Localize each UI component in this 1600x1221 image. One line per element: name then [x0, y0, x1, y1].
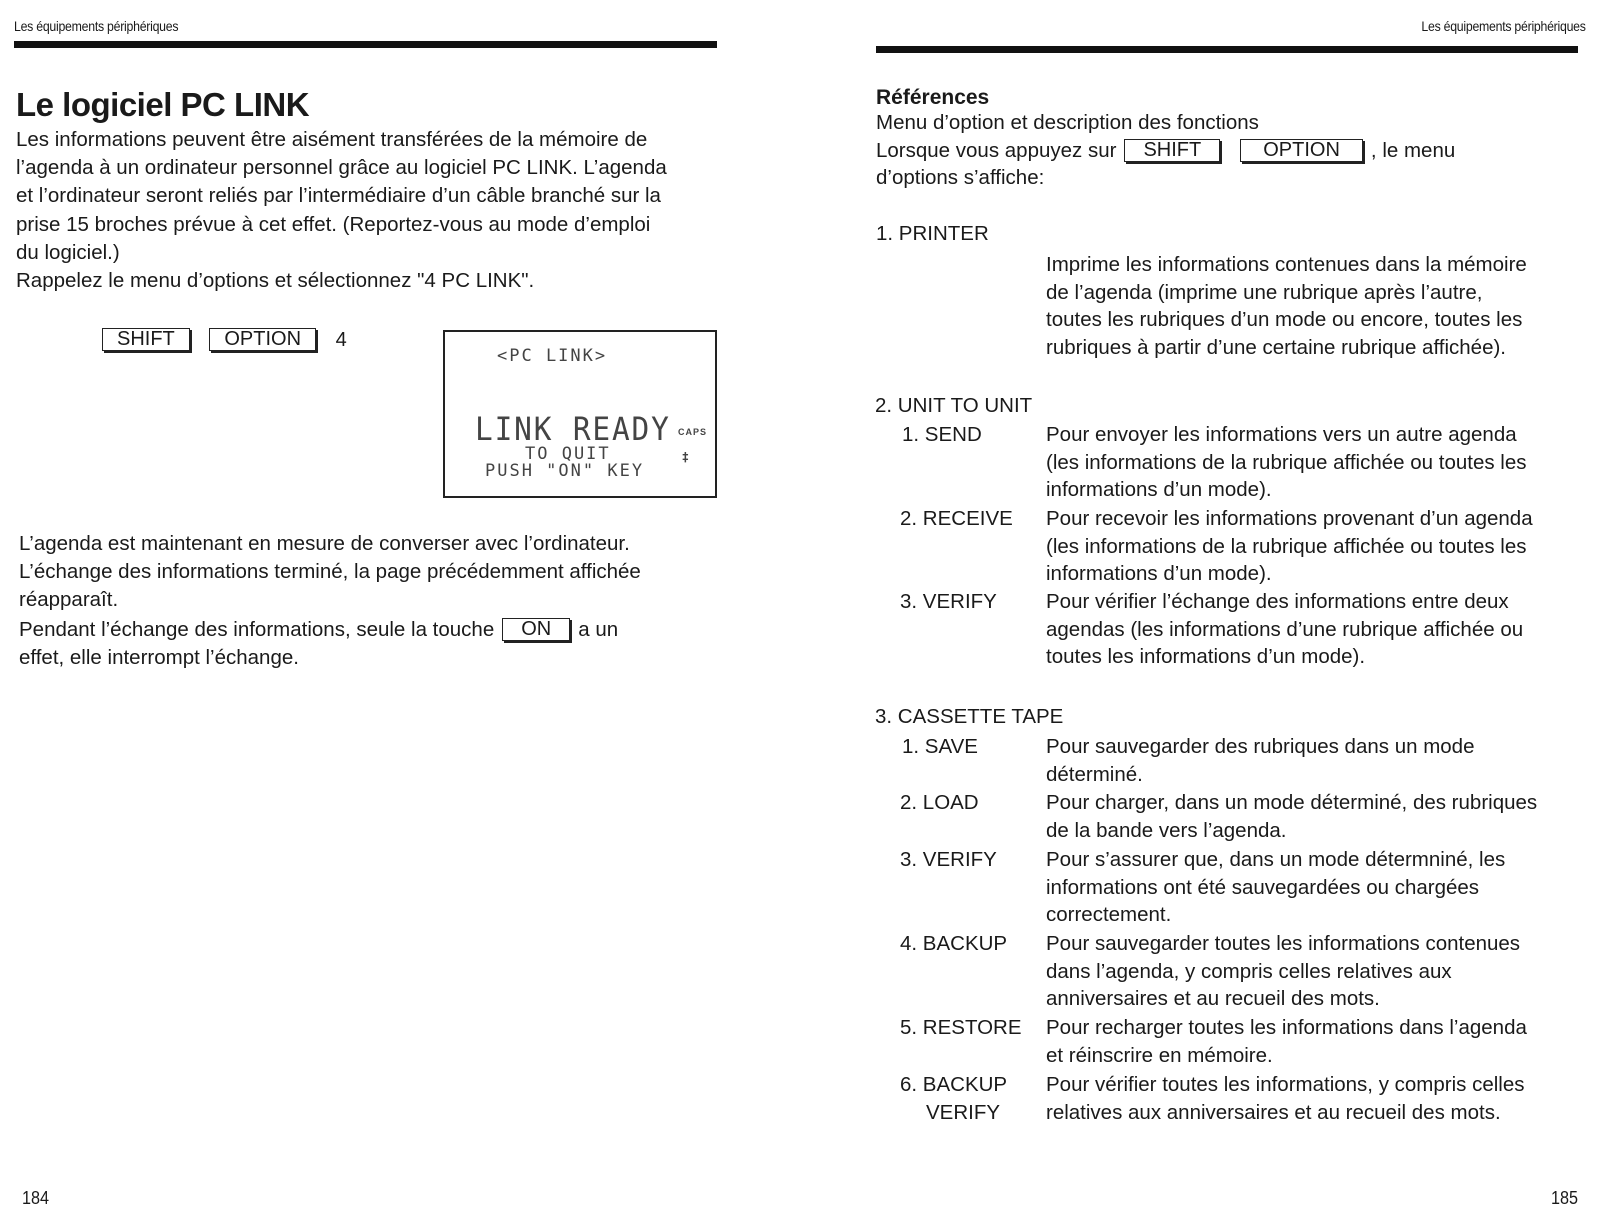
- references-heading: Références: [876, 86, 990, 109]
- lcd-display: [443, 330, 717, 498]
- desc-line: correctement.: [1046, 903, 1172, 927]
- desc-line: Pour sauvegarder des rubriques dans un mode: [1046, 735, 1475, 758]
- desc-line: déterminé.: [1046, 762, 1143, 786]
- item-tape-verify-label: 3. VERIFY: [900, 848, 997, 871]
- item-backup-label: 4. BACKUP: [900, 932, 1008, 955]
- item-save-desc: [1046, 733, 1576, 788]
- desc-line: informations d’un mode).: [1046, 478, 1272, 502]
- item-restore-label: 5. RESTORE: [900, 1016, 1022, 1039]
- desc-line: Pour recevoir les informations provenant d’un agenda: [1046, 507, 1533, 530]
- on-key-line: [19, 616, 641, 644]
- desc-line: Imprime les informations contenues dans la mémoire: [1046, 253, 1527, 276]
- lcd-line-3: TO QUIT: [525, 444, 611, 464]
- item-label-line: 6. BACKUP: [900, 1073, 1008, 1096]
- desc-line: toutes les informations d’un mode).: [1046, 645, 1366, 669]
- last-line: effet, elle interrompt l’échange.: [19, 645, 299, 669]
- press-line-2: d’options s’affiche:: [876, 166, 1045, 189]
- item-send-label: 1. SEND: [902, 423, 982, 446]
- option-key: OPTION: [209, 328, 316, 351]
- shift-key-right: SHIFT: [1124, 139, 1220, 162]
- lcd-line-4: PUSH "ON" KEY: [485, 461, 645, 481]
- desc-line: Pour charger, dans un mode déterminé, des rubriques: [1046, 791, 1538, 814]
- page-number-right: 185: [1550, 1188, 1578, 1208]
- item-restore-desc: [1046, 1014, 1576, 1069]
- section-cassette-tape-label: 3. CASSETTE TAPE: [875, 705, 1064, 728]
- header-rule-left: [14, 41, 717, 48]
- item-receive-label: 2. RECEIVE: [900, 507, 1013, 530]
- intro-line: Les informations peuvent être aisément transférées de la mémoire de: [16, 128, 648, 151]
- lcd-line-1: <PC LINK>: [497, 346, 608, 366]
- desc-line: (les informations de la rubrique affichée ou toutes les: [1046, 534, 1527, 558]
- key-sequence: [102, 328, 347, 352]
- desc-line: relatives aux anniversaires et au recueil des mots.: [1046, 1100, 1501, 1124]
- desc-line: Pour vérifier toutes les informations, y compris celles: [1046, 1073, 1525, 1096]
- item-save-label: 1. SAVE: [902, 735, 978, 758]
- press-line-after: , le menu: [1370, 139, 1456, 162]
- section-unit-to-unit-label: 2. UNIT TO UNIT: [875, 394, 1033, 417]
- page-number-left: 184: [22, 1188, 50, 1208]
- desc-line: anniversaires et au recueil des mots.: [1046, 987, 1380, 1011]
- desc-line: et réinscrire en mémoire.: [1046, 1043, 1273, 1067]
- item-backup-verify-label: [900, 1071, 1007, 1126]
- after-line: réapparaît.: [19, 588, 119, 612]
- item-receive-desc: [1046, 505, 1576, 588]
- desc-line: Pour vérifier l’échange des informations entre deux: [1046, 590, 1509, 613]
- intro-line: du logiciel.): [16, 240, 120, 264]
- running-header-left: Les équipements périphériques: [14, 18, 179, 34]
- desc-line: rubriques à partir d’une certaine rubrique affichée).: [1046, 335, 1506, 359]
- intro-paragraph: [16, 126, 667, 295]
- desc-line: Pour recharger toutes les informations dans l’agenda: [1046, 1016, 1527, 1039]
- page-title: Le logiciel PC LINK: [16, 86, 310, 123]
- lcd-mark-indicator: ‡: [681, 450, 689, 464]
- desc-line: toutes les rubriques d’un mode ou encore, toutes les: [1046, 308, 1523, 332]
- lcd-caps-indicator: CAPS: [677, 427, 707, 437]
- desc-line: Pour s’assurer que, dans un mode détermniné, les: [1046, 848, 1506, 871]
- after-line: L’échange des informations terminé, la page précédemment affichée: [19, 560, 641, 584]
- lcd-line-2: LINK READY: [475, 410, 671, 448]
- item-send-desc: [1046, 421, 1576, 504]
- desc-line: informations ont été sauvegardées ou chargées: [1046, 875, 1480, 899]
- item-backup-desc: [1046, 930, 1576, 1013]
- on-line-before: Pendant l’échange des informations, seule la touche: [19, 617, 495, 641]
- item-tape-verify-desc: [1046, 846, 1576, 929]
- after-paragraph: [19, 530, 641, 672]
- item-load-desc: [1046, 789, 1576, 844]
- item-backup-verify-desc: [1046, 1071, 1576, 1126]
- item-verify-desc: [1046, 588, 1576, 671]
- section-printer-label: 1. PRINTER: [876, 222, 989, 245]
- intro-line: prise 15 broches prévue à cet effet. (Reportez-vous au mode d’emploi: [16, 212, 651, 236]
- desc-line: (les informations de la rubrique affichée ou toutes les: [1046, 450, 1527, 474]
- option-key-right: OPTION: [1240, 139, 1363, 162]
- on-key: ON: [502, 618, 570, 641]
- on-line-after: a un: [578, 617, 619, 641]
- item-verify-label: 3. VERIFY: [900, 590, 997, 613]
- references-subheading: Menu d’option et description des fonctions: [876, 111, 1259, 134]
- desc-line: agendas (les informations d’une rubrique affichée ou: [1046, 617, 1524, 641]
- after-line: L’agenda est maintenant en mesure de converser avec l’ordinateur.: [19, 532, 630, 555]
- running-header-right: Les équipements périphériques: [1421, 18, 1586, 34]
- desc-line: Pour sauvegarder toutes les informations contenues: [1046, 932, 1521, 955]
- desc-line: Pour envoyer les informations vers un autre agenda: [1046, 423, 1517, 446]
- desc-line: informations d’un mode).: [1046, 562, 1272, 586]
- press-line: [876, 137, 1455, 165]
- desc-line: dans l’agenda, y compris celles relatives aux: [1046, 959, 1452, 983]
- item-label-line: VERIFY: [926, 1100, 1001, 1124]
- press-line-before: Lorsque vous appuyez sur: [876, 139, 1117, 162]
- shift-key: SHIFT: [102, 328, 190, 351]
- intro-line: Rappelez le menu d’options et sélectionnez "4 PC LINK".: [16, 269, 535, 293]
- intro-line: et l’ordinateur seront reliés par l’intermédiaire d’un câble branché sur la: [16, 184, 661, 208]
- desc-line: de la bande vers l’agenda.: [1046, 818, 1287, 842]
- section-printer-desc: [1046, 251, 1576, 361]
- item-load-label: 2. LOAD: [900, 791, 979, 814]
- intro-line: l’agenda à un ordinateur personnel grâce au logiciel PC LINK. L’agenda: [16, 156, 667, 180]
- desc-line: de l’agenda (imprime une rubrique après l’autre,: [1046, 280, 1483, 304]
- digit-key: 4: [335, 329, 347, 351]
- header-rule-right: [876, 46, 1578, 53]
